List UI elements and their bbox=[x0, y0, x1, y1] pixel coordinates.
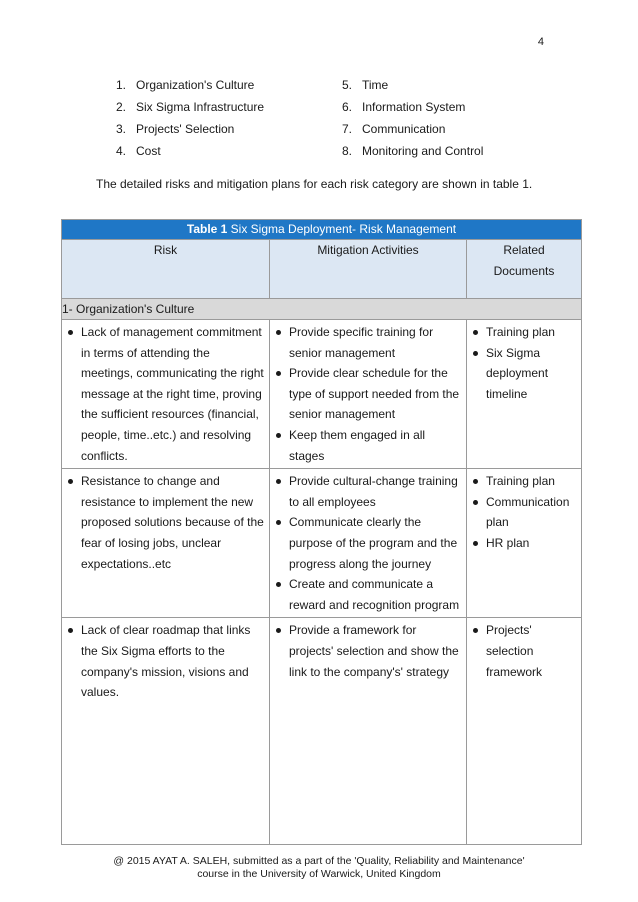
mitigation-item: Keep them engaged in all stages bbox=[274, 425, 462, 466]
document-item: Six Sigma deployment timeline bbox=[471, 343, 577, 405]
category-number: 6. bbox=[342, 100, 353, 114]
category-item bbox=[116, 74, 264, 96]
header-mitigation: Mitigation Activities bbox=[270, 240, 467, 299]
mitigation-item: Provide clear schedule for the type of support needed from the senior management bbox=[274, 363, 462, 425]
mitigation-item: Provide specific training for senior management bbox=[274, 322, 462, 363]
category-item bbox=[116, 96, 264, 118]
risk-item: Resistance to change and resistance to implement the new proposed solutions because of the fear of losing jobs, unclear expectations..etc bbox=[66, 471, 265, 574]
mitigation-item: Provide a framework for projects' selection and show the link to the company's' strategy bbox=[274, 620, 462, 682]
category-column-left bbox=[116, 74, 264, 162]
documents-cell bbox=[467, 469, 582, 618]
category-item bbox=[116, 118, 264, 140]
table-caption bbox=[62, 220, 582, 240]
category-item bbox=[342, 96, 483, 118]
category-number: 1. bbox=[116, 78, 127, 92]
table-caption-row bbox=[62, 220, 582, 240]
mitigation-cell bbox=[270, 469, 467, 618]
table-caption-number: Table 1 bbox=[186, 222, 228, 236]
mitigation-item: Create and communicate a reward and recognition program bbox=[274, 574, 462, 615]
footer-line-2: course in the University of Warwick, United Kingdom bbox=[197, 868, 441, 880]
document-item: Training plan bbox=[471, 471, 577, 492]
category-label: Communication bbox=[362, 122, 446, 136]
category-label: Projects' Selection bbox=[136, 122, 235, 136]
document-item: Projects' selection framework bbox=[471, 620, 577, 682]
documents-cell bbox=[467, 320, 582, 469]
table-row bbox=[62, 618, 582, 845]
page-number: 4 bbox=[537, 36, 544, 48]
category-label: Monitoring and Control bbox=[362, 144, 484, 158]
table-header-row bbox=[62, 240, 582, 299]
table-row bbox=[62, 320, 582, 469]
category-number: 3. bbox=[116, 122, 127, 136]
category-label: Information System bbox=[362, 100, 466, 114]
category-item bbox=[342, 74, 483, 96]
page-footer bbox=[0, 855, 638, 881]
header-documents bbox=[467, 240, 582, 299]
category-number: 8. bbox=[342, 144, 353, 158]
category-row bbox=[62, 299, 582, 320]
mitigation-cell bbox=[270, 618, 467, 845]
category-column-right bbox=[342, 74, 483, 162]
document-item: Training plan bbox=[471, 322, 577, 343]
category-number: 5. bbox=[342, 78, 353, 92]
risk-item: Lack of clear roadmap that links the Six Sigma efforts to the company's mission, visions and values. bbox=[66, 620, 265, 702]
risk-item: Lack of management commitment in terms of attending the meetings, communicating the right message at the right time, proving the sufficient resources (financial, people, time..etc.) and resolving conflicts. bbox=[66, 322, 265, 466]
header-risk: Risk bbox=[62, 240, 270, 299]
table-caption-title: Six Sigma Deployment- Risk Management bbox=[227, 222, 457, 236]
intro-paragraph: The detailed risks and mitigation plans for each risk category are shown in table 1. bbox=[96, 177, 533, 191]
risk-cell bbox=[62, 469, 270, 618]
header-documents-label: Related Documents bbox=[493, 243, 555, 278]
mitigation-cell bbox=[270, 320, 467, 469]
category-label: Time bbox=[362, 78, 389, 92]
risk-cell bbox=[62, 618, 270, 845]
documents-cell bbox=[467, 618, 582, 845]
category-item bbox=[116, 140, 264, 162]
document-item: Communication plan bbox=[471, 492, 577, 533]
table-row bbox=[62, 469, 582, 618]
category-item bbox=[342, 140, 483, 162]
footer-line-1: @ 2015 AYAT A. SALEH, submitted as a part of the 'Quality, Reliability and Maintenance' bbox=[113, 855, 525, 867]
category-label: Six Sigma Infrastructure bbox=[136, 100, 265, 114]
category-label: Cost bbox=[136, 144, 161, 158]
mitigation-item: Communicate clearly the purpose of the program and the progress along the journey bbox=[274, 512, 462, 574]
category-item bbox=[342, 118, 483, 140]
category-number: 7. bbox=[342, 122, 353, 136]
category-number: 2. bbox=[116, 100, 127, 114]
category-label: Organization's Culture bbox=[136, 78, 255, 92]
category-row-label: 1- Organization's Culture bbox=[62, 299, 582, 320]
mitigation-item: Provide cultural-change training to all employees bbox=[274, 471, 462, 512]
risk-management-table bbox=[61, 219, 582, 845]
document-item: HR plan bbox=[471, 533, 577, 554]
risk-cell bbox=[62, 320, 270, 469]
category-number: 4. bbox=[116, 144, 127, 158]
